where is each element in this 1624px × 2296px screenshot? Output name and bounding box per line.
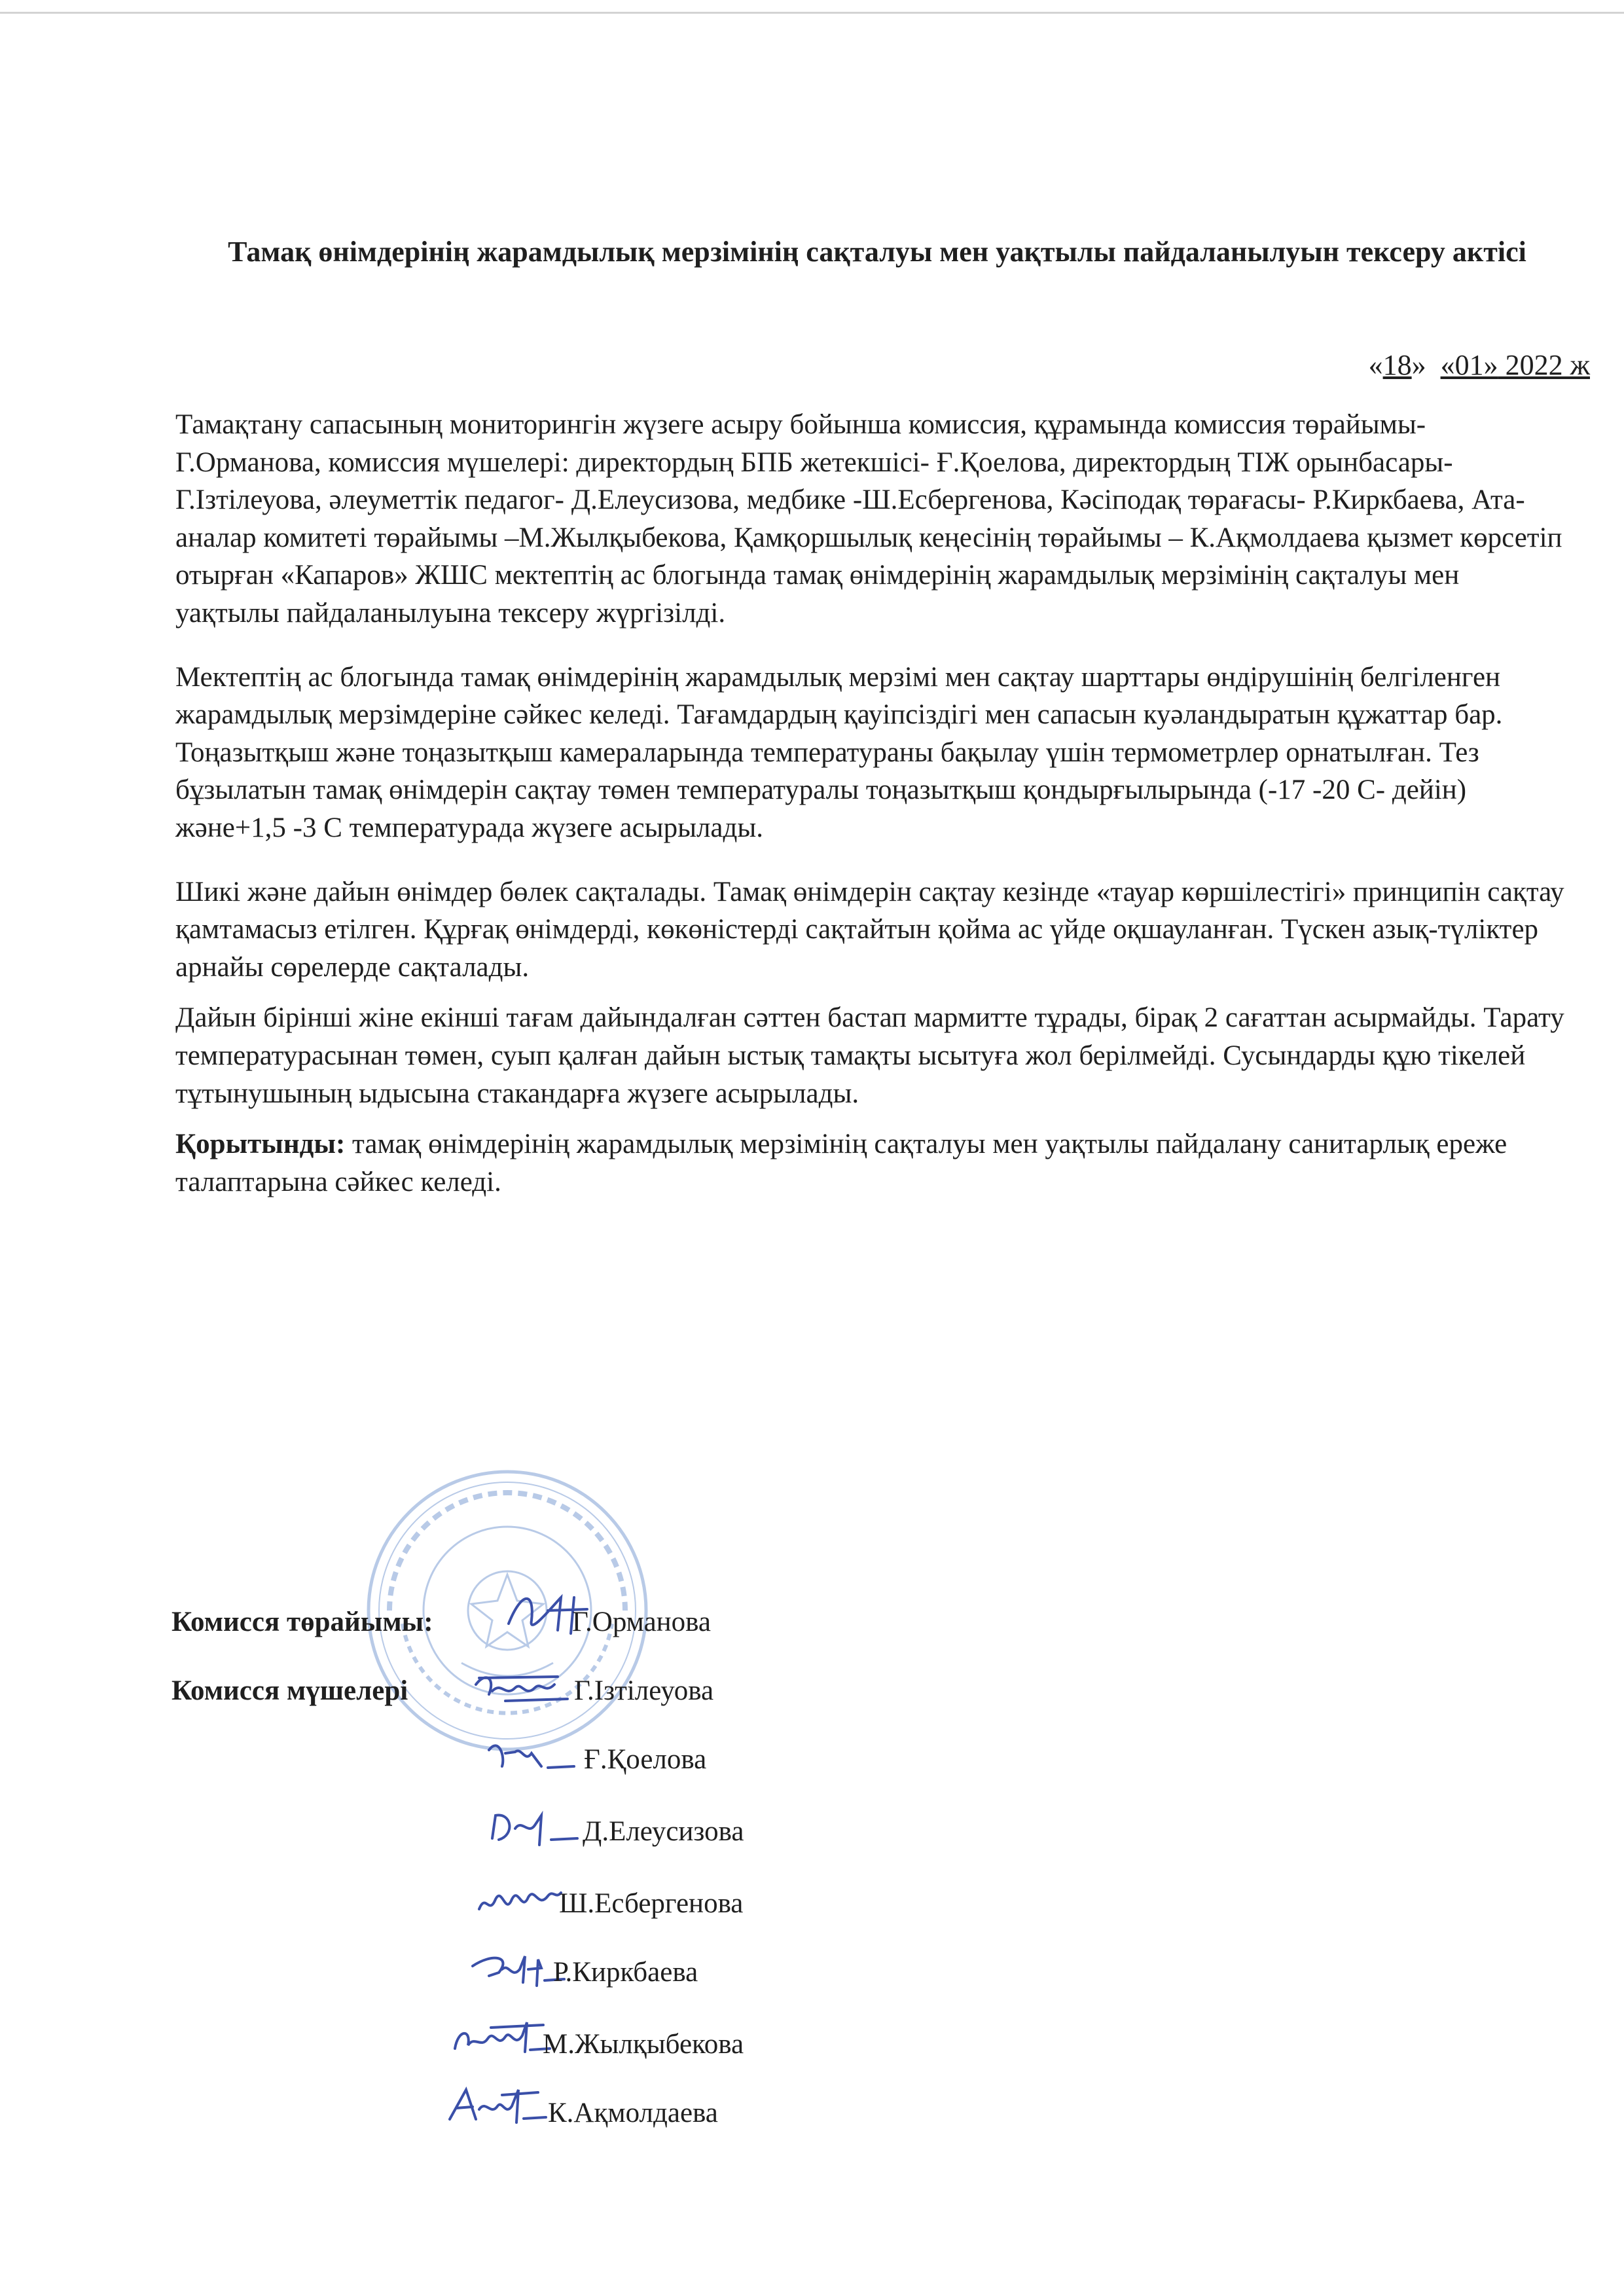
- paragraph-separation: Шикі және дайын өнімдер бөлек сақталады. Тамақ өнімдерін сақтау кезінде «тауар көршілестігі» принципін сақтау қамтамасыз етілген. Құрғақ өнімдерді, көкөністерді сақтайтын қойма ас үйде оқшауланған. Түскен азық-түліктер арнайы сөрелерде сақталады.: [175, 876, 1564, 983]
- conclusion-label: Қорытынды:: [175, 1129, 346, 1160]
- signature-row-member-2: [171, 1741, 826, 1781]
- members-label: Комисся мүшелері: [171, 1675, 408, 1706]
- paragraph-commission: Тамақтану сапасының мониторингін жүзеге асыру бойынша комиссия, құрамында комиссия төрайымы- Г.Орманова, комиссия мүшелері: директордың БПБ жетекшісі- Ғ.Қоелова, директордың ТІЖ орынбасары- Г.Ізтілеуова, әлеуметтік педагог- Д.Елеусизова, медбике -Ш.Есбергенова, Кәсіподақ төрағасы- Р.Киркбаева, Ата-аналар комитеті төрайымы –М.Жылқыбекова, Қамқоршылық кеңесінің төрайымы – К.Ақмолдаева қызмет көрсетіп отырған «Капаров» ЖШС мектептің ас блогында тамақ өнімдерінің жарамдылық мерзімінің сақталуы мен уақтылы пайдаланылуына тексеру жүргізілді.: [175, 409, 1562, 629]
- paragraph-conclusion: [175, 1125, 1570, 1201]
- signature-member-2: [476, 1727, 587, 1786]
- signature-row-member-3: [171, 1813, 826, 1853]
- signature-row-member-4: [171, 1886, 826, 1925]
- signature-row-chair: [171, 1604, 826, 1643]
- paragraph-serving: Дайын бірінші жіне екінші тағам дайындалған сәттен бастап мармитте тұрады, бірақ 2 сағаттан асырмайды. Тарату температурасынан төмен, суып қалған дайын ыстық тамақты ысытуға жол берілмейді. Сусындарды құю тікелей тұтынушының ыдысына стакандарға жүзеге асырылады.: [175, 1002, 1564, 1109]
- signature-member-7: [440, 2077, 551, 2136]
- date-day: 18: [1382, 349, 1412, 381]
- document-body: [175, 406, 1570, 1227]
- chair-name: Г.Орманова: [572, 1607, 711, 1637]
- signature-row-member-1: [171, 1673, 826, 1712]
- member-name-3: Д.Елеусизова: [583, 1816, 744, 1847]
- member-name-6: М.Жылқыбекова: [543, 2029, 744, 2060]
- signature-row-member-6: [171, 2026, 826, 2066]
- chair-label: Комисся төрайымы:: [171, 1607, 433, 1637]
- scan-top-edge: [0, 12, 1624, 14]
- date-separator: »: [1411, 349, 1441, 381]
- member-name-2: Ғ.Қоелова: [584, 1744, 707, 1775]
- member-name-4: Ш.Есбергенова: [559, 1888, 744, 1919]
- signature-row-member-5: [171, 1954, 826, 1994]
- document-date: [1369, 347, 1590, 384]
- member-name-7: К.Ақмолдаева: [548, 2098, 718, 2128]
- member-name-5: Р.Киркбаева: [553, 1957, 698, 1988]
- date-month: «01»: [1440, 349, 1498, 381]
- signature-member-1: [466, 1658, 577, 1717]
- signature-row-member-7: [171, 2095, 826, 2134]
- signature-member-3: [479, 1799, 590, 1858]
- document-title: Тамақ өнімдерінің жарамдылық мерзімінің сақталуы мен уақтылы пайдаланылуын тексеру актісі: [228, 236, 1526, 268]
- date-quote-open: «: [1368, 349, 1383, 381]
- member-name-1: Г.Ізтілеуова: [574, 1675, 714, 1706]
- paragraph-storage: Мектептің ас блогында тамақ өнімдерінің жарамдылық мерзімі мен сақтау шарттары өндірушінің белгіленген жарамдылық мерзімдеріне сәйкес келеді. Тағамдардың қауіпсіздігі мен сапасын куәландыратын құжаттар бар. Тоңазытқыш және тоңазытқыш камераларында температураны бақылау үшін термометрлер орнатылған. Тез бұзылатын тамақ өнімдерін сақтау төмен температуралы тоңазытқыш қондырғылырында (-17 -20 С- дейін) және+1,5 -3 С температурада жүзеге асырылады.: [175, 661, 1503, 843]
- conclusion-text: тамақ өнімдерінің жарамдылық мерзімінің сақталуы мен уақтылы пайдалану санитарлық ереже талаптарына сәйкес келеді.: [175, 1129, 1507, 1197]
- date-year: 2022 ж: [1498, 349, 1590, 381]
- signature-member-6: [445, 2009, 556, 2068]
